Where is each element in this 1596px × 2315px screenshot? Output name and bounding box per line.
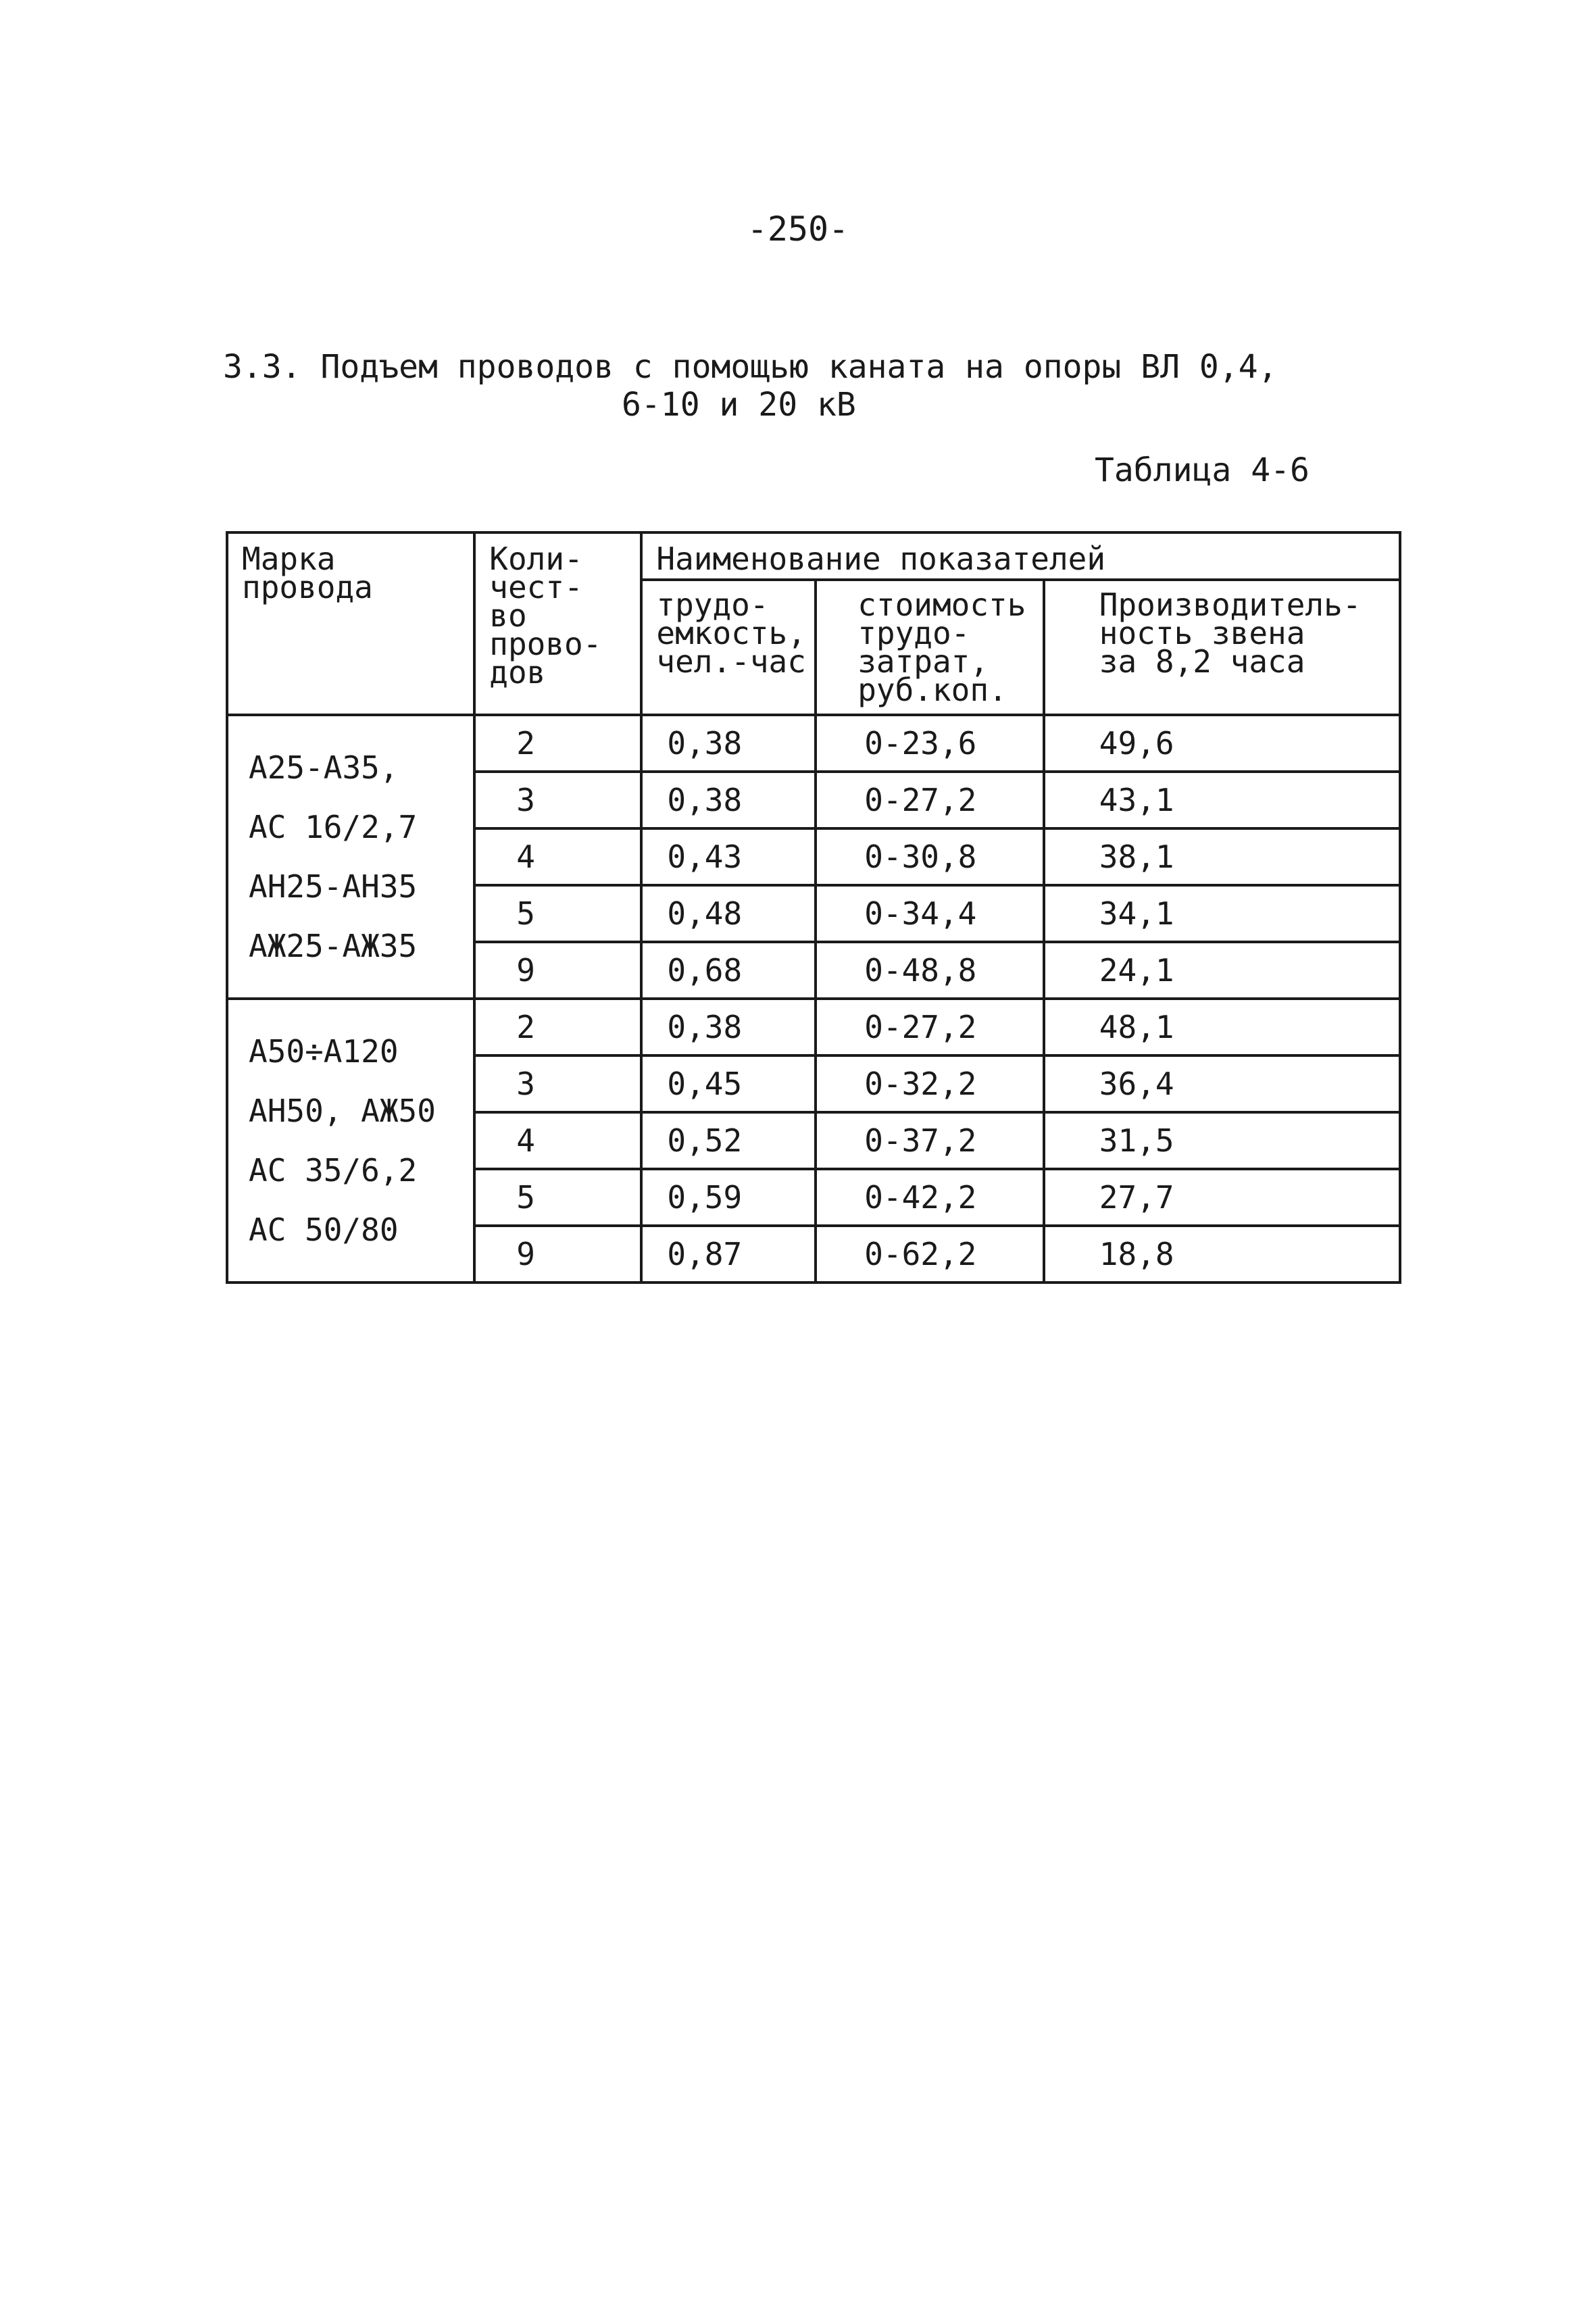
- count-cell: 9: [474, 942, 641, 999]
- cost-cell: 0-30,8: [816, 828, 1044, 885]
- labor-cell: 0,59: [641, 1169, 816, 1226]
- section-heading-line-2: 6-10 и 20 кВ: [622, 386, 856, 424]
- count-cell: 2: [474, 999, 641, 1055]
- norms-table: [226, 531, 1401, 1284]
- cost-cell: 0-37,2: [816, 1112, 1044, 1169]
- labor-cell: 0,38: [641, 999, 816, 1055]
- brand-cell: А25-А35, АС 16/2,7 АН25-АН35 АЖ25-АЖ35: [227, 715, 474, 999]
- count-cell: 4: [474, 1112, 641, 1169]
- count-cell: 9: [474, 1226, 641, 1283]
- count-cell: 3: [474, 772, 641, 828]
- section-heading: [223, 348, 1372, 424]
- cost-cell: 0-48,8: [816, 942, 1044, 999]
- cost-cell: 0-32,2: [816, 1055, 1044, 1112]
- labor-cell: 0,48: [641, 885, 816, 942]
- page-number: -250-: [747, 209, 849, 249]
- header-indicators: Наименование показателей: [641, 532, 1400, 580]
- table-row: [227, 715, 1400, 772]
- productivity-cell: 24,1: [1044, 942, 1400, 999]
- labor-cell: 0,52: [641, 1112, 816, 1169]
- productivity-cell: 27,7: [1044, 1169, 1400, 1226]
- table-header-row: [227, 532, 1400, 580]
- productivity-cell: 34,1: [1044, 885, 1400, 942]
- table-label: Таблица 4-6: [1095, 451, 1310, 489]
- header-cost: стоимость трудо- затрат, руб.коп.: [816, 580, 1044, 715]
- cost-cell: 0-42,2: [816, 1169, 1044, 1226]
- labor-cell: 0,43: [641, 828, 816, 885]
- count-cell: 2: [474, 715, 641, 772]
- section-heading-line-1: 3.3. Подъем проводов с помощью каната на опоры ВЛ 0,4,: [223, 348, 1278, 386]
- cost-cell: 0-34,4: [816, 885, 1044, 942]
- header-count: Коли- чест- во прово- дов: [474, 532, 641, 715]
- labor-cell: 0,45: [641, 1055, 816, 1112]
- header-brand: Марка провода: [227, 532, 474, 715]
- productivity-cell: 48,1: [1044, 999, 1400, 1055]
- count-cell: 4: [474, 828, 641, 885]
- productivity-cell: 43,1: [1044, 772, 1400, 828]
- header-productivity: Производитель- ность звена за 8,2 часа: [1044, 580, 1400, 715]
- cost-cell: 0-27,2: [816, 772, 1044, 828]
- count-cell: 3: [474, 1055, 641, 1112]
- labor-cell: 0,87: [641, 1226, 816, 1283]
- cost-cell: 0-62,2: [816, 1226, 1044, 1283]
- cost-cell: 0-23,6: [816, 715, 1044, 772]
- brand-cell: А50÷А120 АН50, АЖ50 АС 35/6,2 АС 50/80: [227, 999, 474, 1283]
- table-row: [227, 999, 1400, 1055]
- header-labor: трудо- емкость, чел.-час: [641, 580, 816, 715]
- productivity-cell: 18,8: [1044, 1226, 1400, 1283]
- productivity-cell: 36,4: [1044, 1055, 1400, 1112]
- productivity-cell: 49,6: [1044, 715, 1400, 772]
- labor-cell: 0,38: [641, 772, 816, 828]
- labor-cell: 0,68: [641, 942, 816, 999]
- productivity-cell: 38,1: [1044, 828, 1400, 885]
- labor-cell: 0,38: [641, 715, 816, 772]
- count-cell: 5: [474, 1169, 641, 1226]
- productivity-cell: 31,5: [1044, 1112, 1400, 1169]
- cost-cell: 0-27,2: [816, 999, 1044, 1055]
- count-cell: 5: [474, 885, 641, 942]
